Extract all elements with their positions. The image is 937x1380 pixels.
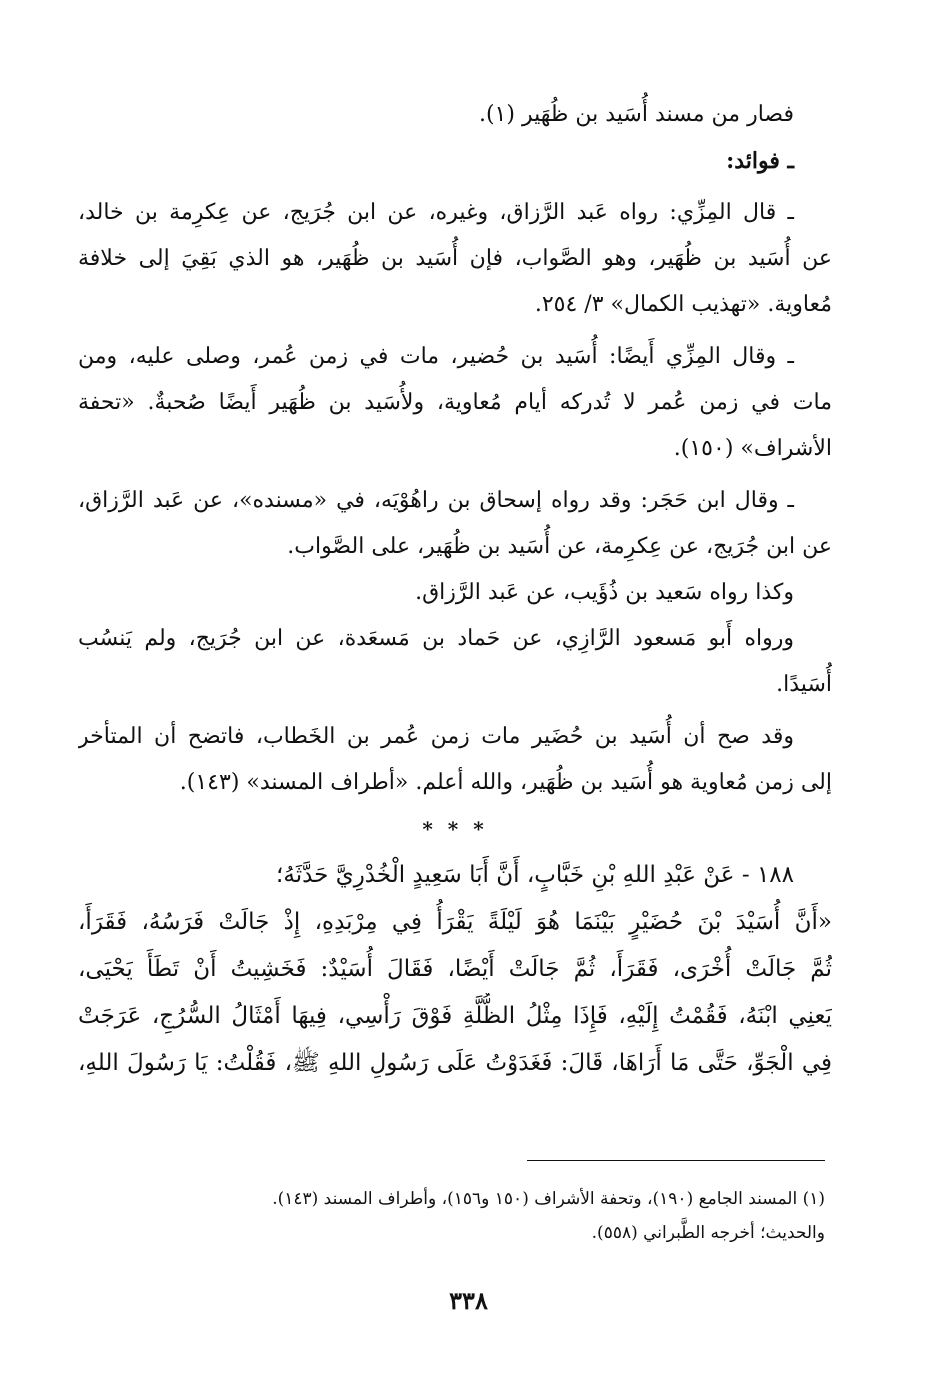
text-line: عن ابن جُرَيج، عن عِكرِمة، عن أُسَيد بن ظُهَير، على الصَّواب. <box>287 534 832 559</box>
hadith-line: ثُمَّ جَالَتْ أُخْرَى، فَقَرَأَ، ثُمَّ جَالَتْ أَيْضًا، فَقَالَ أُسَيْدٌ: فَخَشِيتُ أَنْ تَطَأَ يَحْيَى، <box>78 956 832 982</box>
text-line: وقد صح أن أُسَيد بن حُضَير مات زمن عُمر بن الخَطاب، فاتضح أن المتأخر <box>78 724 794 749</box>
paragraph-conclusion <box>78 714 832 806</box>
fawaid-heading: ـ فوائد: <box>726 148 794 174</box>
hadith-line: يَعنِي ابْنَهُ، فَقُمْتُ إِلَيْهِ، فَإِذَا مِثْلُ الظُّلَّةِ فَوْقَ رَأْسِي، فِيهَا أَمْثَالُ السُّرُجِ، عَرَجَتْ <box>78 1003 832 1029</box>
paragraph-ibn-hajar <box>78 478 832 708</box>
text-line: عن أُسَيد بن ظُهَير، وهو الصَّواب، فإن أُسَيد بن ظُهَير، هو الذي بَقِيَ إلى خلافة <box>78 246 832 271</box>
text-line: ـ وقال المِزِّي أَيضًا: أُسَيد بن حُضير، مات في زمن عُمر، وصلى عليه، ومن <box>78 344 794 369</box>
footnotes <box>78 1182 825 1250</box>
hadith-line: فِي الْجَوِّ، حَتَّى مَا أَرَاهَا، قَالَ: فَغَدَوْتُ عَلَى رَسُولِ اللهِ ﷺ، فَقُلْتُ: يَا رَسُولَ اللهِ، <box>78 1050 832 1076</box>
text-line: ـ وقال ابن حَجَر: وقد رواه إسحاق بن راهُوْيَه، في «مسنده»، عن عَبد الرَّزاق، <box>78 488 795 513</box>
text-line: مُعاوية. «تهذيب الكمال» ٣/ ٢٥٤. <box>534 292 832 317</box>
footnote-1: (١) المسند الجامع (١٩٠)، وتحفة الأشراف (١٥٠ و١٥٦)، وأطراف المسند (١٤٣). <box>272 1189 825 1209</box>
paragraph-mizzi-2 <box>78 334 832 472</box>
section-separator: * * * <box>422 817 488 841</box>
footnote-1-continuation: والحديث؛ أخرجه الطَّبراني (٥٥٨). <box>591 1223 825 1243</box>
text-line: ورواه أَبو مَسعود الرَّازِي، عن حَماد بن مَسعَدة، عن ابن جُرَيج، ولم يَنسُب <box>78 626 794 651</box>
text-line: مات في زمن عُمر لا تُدركه أيام مُعاوية، ولأُسَيد بن ظُهَير أَيضًا صُحبةٌ. «تحفة <box>78 390 832 415</box>
hadith-heading: ١٨٨ - عَنْ عَبْدِ اللهِ بْنِ خَبَّابٍ، أَنَّ أَبَا سَعِيدٍ الْخُدْرِيَّ حَدَّثَهُ؛ <box>276 862 794 888</box>
main-text <box>78 92 832 1087</box>
hadith-188 <box>78 852 832 1087</box>
text-line: إلى زمن مُعاوية هو أُسَيد بن ظُهَير، والله أعلم. «أطراف المسند» (١٤٣). <box>179 770 832 795</box>
text-line: ـ قال المِزِّي: رواه عَبد الرَّزاق، وغيره، عن ابن جُرَيج، عن عِكرِمة بن خالد، <box>78 200 794 225</box>
text-line: أُسَيدًا. <box>776 672 832 697</box>
text-line: الأشراف» (١٥٠). <box>673 436 832 461</box>
footnote-divider <box>527 1160 825 1161</box>
text-line: وكذا رواه سَعيد بن ذُؤَيب، عن عَبد الرَّزاق. <box>415 580 794 605</box>
intro-line: فصار من مسند أُسَيد بن ظُهَير (١). <box>478 102 794 127</box>
paragraph-mizzi-1 <box>78 190 832 328</box>
hadith-line: «أَنَّ أُسَيْدَ بْنَ حُضَيْرٍ بَيْنَمَا هُوَ لَيْلَةً يَقْرَأُ فِي مِرْبَدِهِ، إِذْ جَالَتْ فَرَسُهُ، فَقَرَأَ، <box>78 909 832 935</box>
page-number: ٣٣٨ <box>449 1286 488 1315</box>
